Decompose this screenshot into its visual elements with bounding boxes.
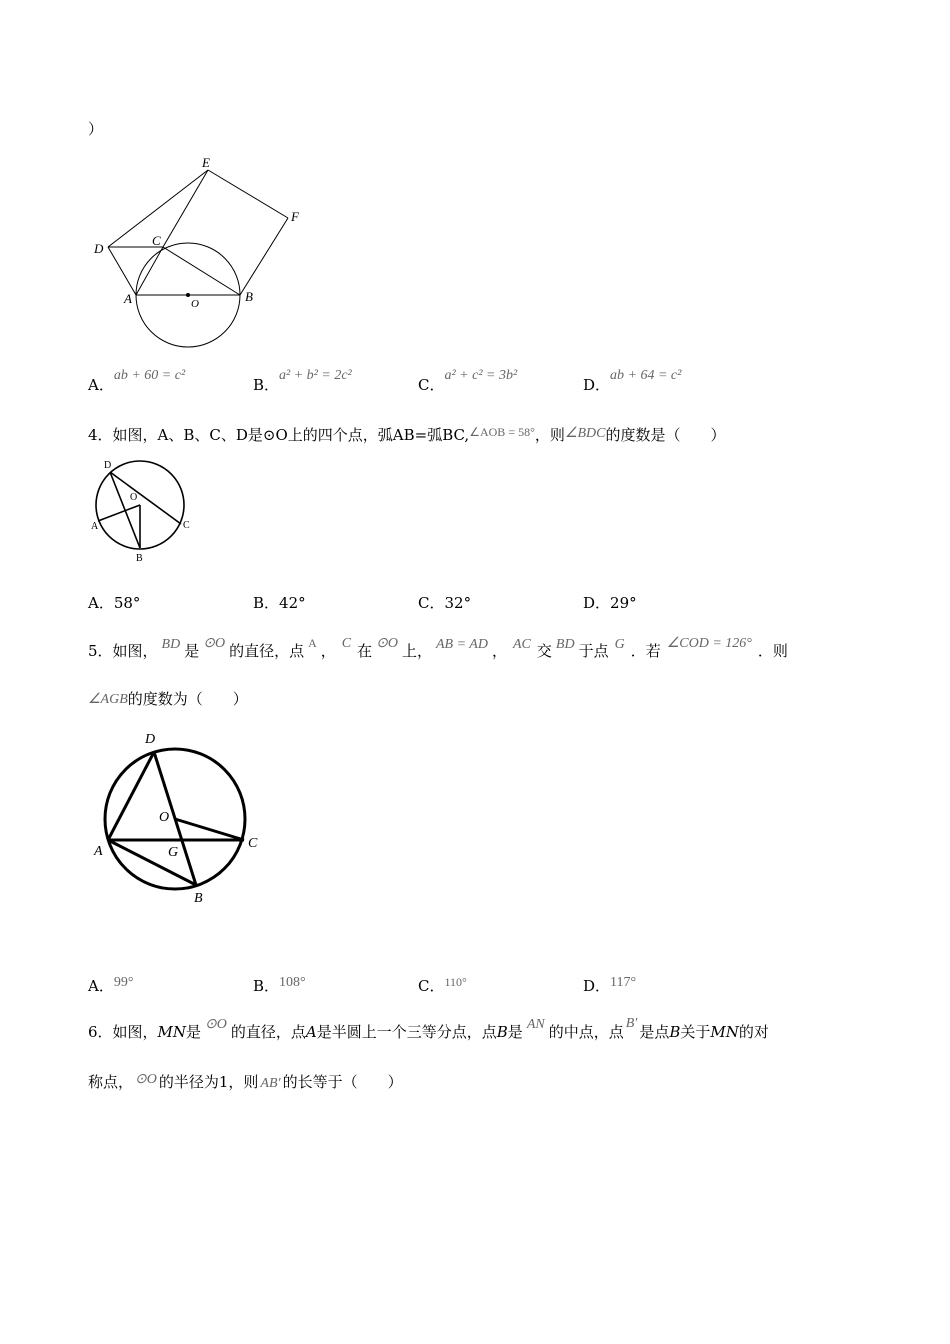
q3-line-ad (108, 247, 136, 295)
q5-option-b (253, 975, 306, 996)
q5-math-g: G (614, 637, 625, 652)
q5-text-1: 5．如图， (88, 642, 158, 660)
q3-line-ef (208, 170, 288, 218)
q5-stem-line-1 (88, 636, 788, 661)
q5-option-a-letter: A． (88, 977, 114, 995)
q3-label-o: O (191, 298, 199, 310)
q5-option-d (583, 975, 636, 996)
q6-text-mn: MN (157, 1023, 187, 1041)
q4-option-a-letter: A． (88, 594, 114, 612)
q6-text-14: 的对 (738, 1023, 769, 1041)
q5-option-c (418, 975, 467, 996)
q4-option-b (253, 592, 306, 613)
q5-math-cod: ∠COD = 126° (666, 636, 752, 651)
q4-line-ao (98, 505, 140, 521)
q3-option-d-expr: ab + 64 = c² (610, 368, 682, 383)
q3-option-c-letter: C． (418, 376, 445, 394)
q3-line-cb (163, 247, 240, 295)
q5-label-d: D (145, 732, 156, 747)
q3-label-c: C (152, 233, 161, 248)
q5-figure (88, 725, 278, 910)
q4-math-bdc: ∠BDC (564, 426, 606, 441)
q6-text-line2-1: 称点， (88, 1073, 134, 1091)
q5-math-agb: ∠AGB (88, 692, 128, 707)
leading-paren: ） (88, 120, 104, 138)
q5-text-6: 上， (401, 642, 432, 660)
q4-option-a-value: 58° (113, 594, 141, 612)
q6-text-1: 6．如图， (88, 1023, 158, 1041)
q5-math-circle: ⊙O (203, 636, 226, 651)
q6-math-circle-2: ⊙O (135, 1072, 157, 1087)
q6-math-arc-an: AN (526, 1017, 545, 1032)
q3-option-a-expr: ab + 60 = c² (113, 368, 186, 383)
q6-text-line2-3: 的长等于（ ） (282, 1073, 403, 1091)
q6-text-10: 是点 (639, 1023, 670, 1041)
q3-option-b (253, 368, 352, 395)
q6-stem-line-2 (88, 1071, 403, 1092)
q5-option-a-value: 99° (113, 975, 134, 990)
q5-option-d-value: 117° (610, 975, 637, 990)
q6-text-12: 关于 (680, 1023, 711, 1041)
q4-option-d (583, 592, 637, 613)
q4-option-c (418, 592, 471, 613)
q4-stem (88, 424, 725, 445)
q3-line-ce (163, 170, 208, 247)
q3-line-ac (136, 247, 163, 295)
q6-stem-line-1 (88, 1016, 769, 1042)
q5-text-10: ．若 (630, 642, 661, 660)
q5-text-9: 于点 (578, 642, 609, 660)
q4-label-c: C (183, 520, 190, 531)
q5-math-bd: BD (161, 637, 181, 652)
q6-text-mn-2: MN (710, 1023, 739, 1041)
q3-option-c (418, 368, 518, 395)
q4-stem-text-2: ，则 (534, 426, 565, 444)
q3-line-fb (240, 218, 288, 295)
q4-label-d: D (104, 460, 112, 471)
q5-text-5: 在 (357, 642, 373, 660)
q6-math-circle: ⊙O (205, 1017, 227, 1032)
q4-option-d-letter: D． (583, 594, 611, 612)
q6-math-bprime: B′ (625, 1016, 638, 1031)
q3-option-a-letter: A． (88, 376, 114, 394)
q5-text-11: ．则 (757, 642, 788, 660)
q4-option-b-letter: B． (253, 594, 280, 612)
q4-option-b-value: 42° (279, 594, 306, 612)
q6-text-b-2: B (669, 1023, 681, 1041)
q5-label-a: A (94, 844, 103, 859)
q3-option-d-letter: D． (583, 376, 611, 394)
q4-label-a: A (91, 521, 99, 532)
q4-option-c-value: 32° (444, 594, 472, 612)
q6-text-6: 是半圆上一个三等分点，点 (316, 1023, 497, 1041)
q4-figure (88, 455, 198, 567)
q4-label-o: O (130, 492, 138, 503)
q3-label-a: A (124, 291, 132, 306)
q5-text-7: ， (491, 642, 507, 660)
q4-stem-text-3: 的度数是（ ） (605, 426, 726, 444)
q5-option-b-letter: B． (253, 977, 280, 995)
q6-text-3: 是 (186, 1023, 202, 1041)
q4-option-d-value: 29° (610, 594, 637, 612)
q5-text-2: 是 (184, 642, 200, 660)
q5-line-oc (175, 819, 244, 840)
q3-option-b-expr: a² + b² = 2c² (279, 368, 352, 383)
q4-stem-text-1: 4．如图，A、B、C、D是⊙O上的四个点，弧AB=弧BC, (88, 426, 470, 444)
q5-math-ac: AC (512, 637, 531, 652)
q3-option-b-letter: B． (253, 376, 280, 394)
q6-text-9: 的中点，点 (548, 1023, 624, 1041)
q4-math-aob: ∠AOB = 58° (469, 425, 535, 439)
q5-math-c: C (341, 636, 352, 651)
q5-text-8: 交 (536, 642, 552, 660)
q5-text-3: 的直径，点 (229, 642, 305, 660)
q4-label-b: B (136, 553, 143, 564)
q5-option-c-letter: C． (418, 977, 445, 995)
q3-label-e: E (202, 155, 210, 170)
q5-stem-line-2 (88, 688, 248, 709)
q5-option-a (88, 975, 133, 996)
q5-math-circle-2: ⊙O (376, 636, 398, 651)
q3-option-d (583, 368, 682, 395)
q4-option-a (88, 592, 140, 613)
q6-text-b: B (496, 1023, 508, 1041)
q5-label-g: G (168, 845, 179, 860)
q5-option-c-value: 110° (444, 975, 467, 989)
q5-math-arc-eq: AB = AD (436, 637, 488, 652)
q5-text-4: ， (320, 642, 336, 660)
q3-figure (88, 150, 318, 350)
q6-text-8: 是 (507, 1023, 523, 1041)
q5-option-b-value: 108° (279, 975, 306, 990)
q3-label-d: D (94, 241, 104, 256)
q6-text-a: A (305, 1023, 317, 1041)
q5-label-b: B (194, 891, 203, 906)
q3-label-b: B (245, 289, 253, 304)
q5-label-c: C (248, 836, 258, 851)
q5-math-bd-2: BD (555, 637, 575, 652)
q5-text-12: 的度数为（ ） (127, 690, 248, 708)
q6-text-line2-2: 的半径为1，则 (158, 1073, 259, 1091)
q4-option-c-letter: C． (418, 594, 445, 612)
q5-option-d-letter: D． (583, 977, 611, 995)
q3-center-dot (186, 293, 190, 297)
q6-math-abprime: AB′ (260, 1076, 281, 1091)
q3-label-f: F (291, 209, 299, 224)
q6-text-4: 的直径，点 (230, 1023, 306, 1041)
q3-option-a (88, 368, 186, 395)
q5-math-a: A (308, 636, 317, 650)
q3-option-c-expr: a² + c² = 3b² (444, 368, 518, 383)
q5-label-o: O (159, 810, 170, 825)
